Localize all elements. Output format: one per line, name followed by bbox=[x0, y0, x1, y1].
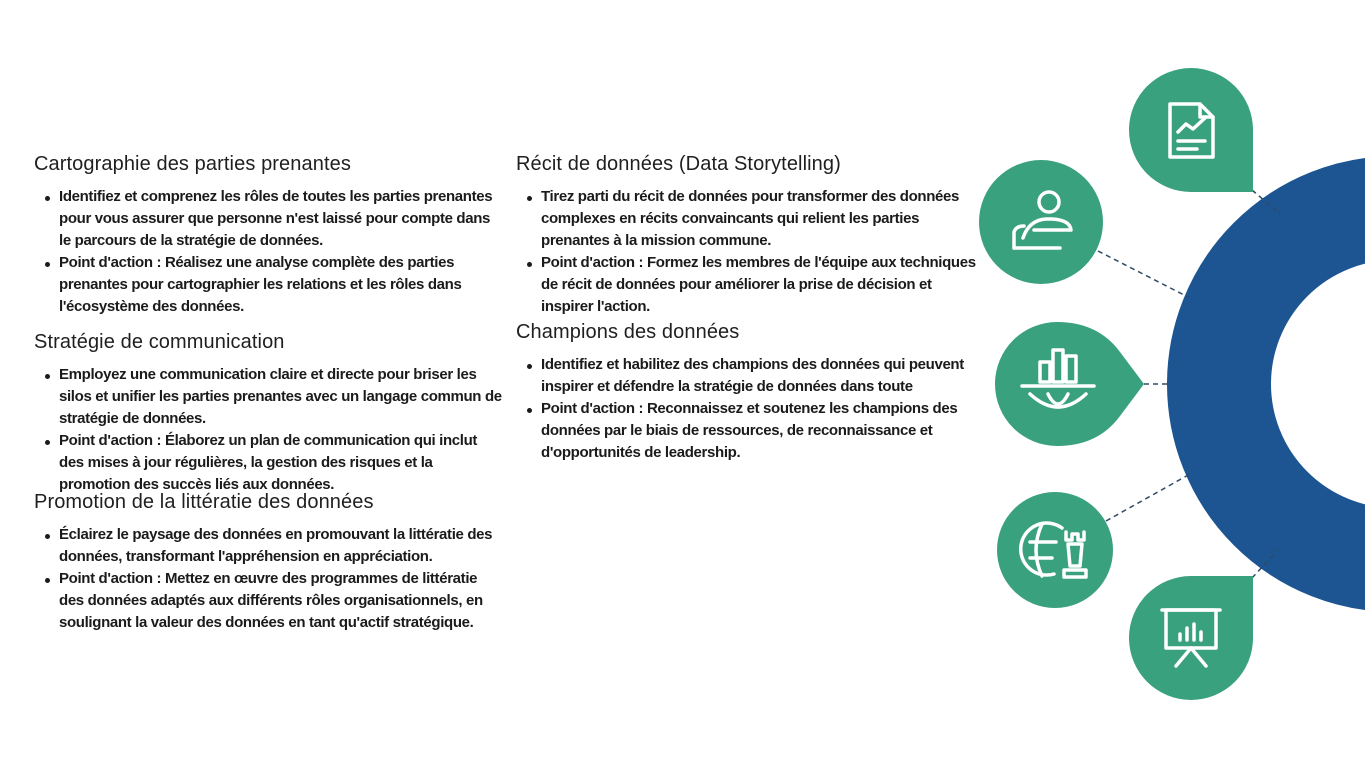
section-title: Stratégie de communication bbox=[34, 331, 285, 353]
bullet-item: Identifiez et habilitez des champions des données qui peuvent inspirer et défendre la stratégie de données dans toute bbox=[541, 354, 976, 398]
bullet-list bbox=[516, 354, 976, 464]
section-stakeholder-mapping bbox=[34, 152, 504, 318]
central-ring bbox=[1219, 208, 1365, 560]
section-data-literacy bbox=[34, 490, 504, 634]
bullet-list bbox=[34, 186, 504, 318]
node-shape bbox=[1129, 576, 1253, 700]
bullet-item: Identifiez et comprenez les rôles de toutes les parties prenantes pour vous assurer que personne n'est laissé pour compte dans le parcours de la stratégie de données. bbox=[59, 186, 504, 252]
bullet-item: Point d'action : Élaborez un plan de communication qui inclut des mises à jour régulières, la gestion des risques et la promotion des succès liés aux données. bbox=[59, 430, 504, 496]
node-data-globe bbox=[995, 322, 1144, 446]
bullet-item: Tirez parti du récit de données pour transformer des données complexes en récits convaincants qui relient les parties prenantes à la mission commune. bbox=[541, 186, 976, 252]
bullet-item: Point d'action : Mettez en œuvre des programmes de littératie des données adaptés aux différents rôles organisationnels, en soulignant la valeur des données en tant qu'actif stratégique. bbox=[59, 568, 504, 634]
node-shape bbox=[979, 160, 1103, 284]
section-title: Récit de données (Data Storytelling) bbox=[516, 153, 841, 175]
section-data-champions bbox=[516, 320, 976, 464]
node-shape bbox=[1129, 68, 1253, 192]
section-title: Cartographie des parties prenantes bbox=[34, 153, 351, 175]
bullet-item: Point d'action : Réalisez une analyse complète des parties prenantes pour cartographier les relations et les rôles dans l'écosystème des données. bbox=[59, 252, 504, 318]
node-presentation bbox=[1129, 576, 1253, 700]
bullet-list bbox=[34, 524, 504, 634]
bullet-item: Point d'action : Reconnaissez et soutenez les champions des données par le biais de ressources, de reconnaissance et d'opportunités de leadership. bbox=[541, 398, 976, 464]
bullet-list bbox=[34, 364, 504, 496]
bullet-item: Éclairez le paysage des données en promouvant la littératie des données, transformant l'appréhension en appréciation. bbox=[59, 524, 504, 568]
connector-line bbox=[1098, 251, 1188, 297]
hub-diagram bbox=[960, 0, 1365, 768]
section-title: Champions des données bbox=[516, 321, 740, 343]
section-communication-strategy bbox=[34, 330, 504, 496]
section-title: Promotion de la littératie des données bbox=[34, 491, 374, 513]
bullet-item: Point d'action : Formez les membres de l'équipe aux techniques de récit de données pour améliorer la prise de décision et inspirer l'action. bbox=[541, 252, 976, 318]
node-shape bbox=[997, 492, 1113, 608]
bullet-item: Employez une communication claire et directe pour briser les silos et unifier les parties prenantes avec un langage commun de stratégie de données. bbox=[59, 364, 504, 430]
node-document-chart bbox=[1129, 68, 1253, 192]
node-stakeholder bbox=[979, 160, 1103, 284]
section-data-storytelling bbox=[516, 152, 976, 318]
node-shape bbox=[995, 322, 1144, 446]
node-globe-strategy bbox=[997, 492, 1113, 608]
connector-line bbox=[1106, 474, 1190, 521]
bullet-list bbox=[516, 186, 976, 318]
